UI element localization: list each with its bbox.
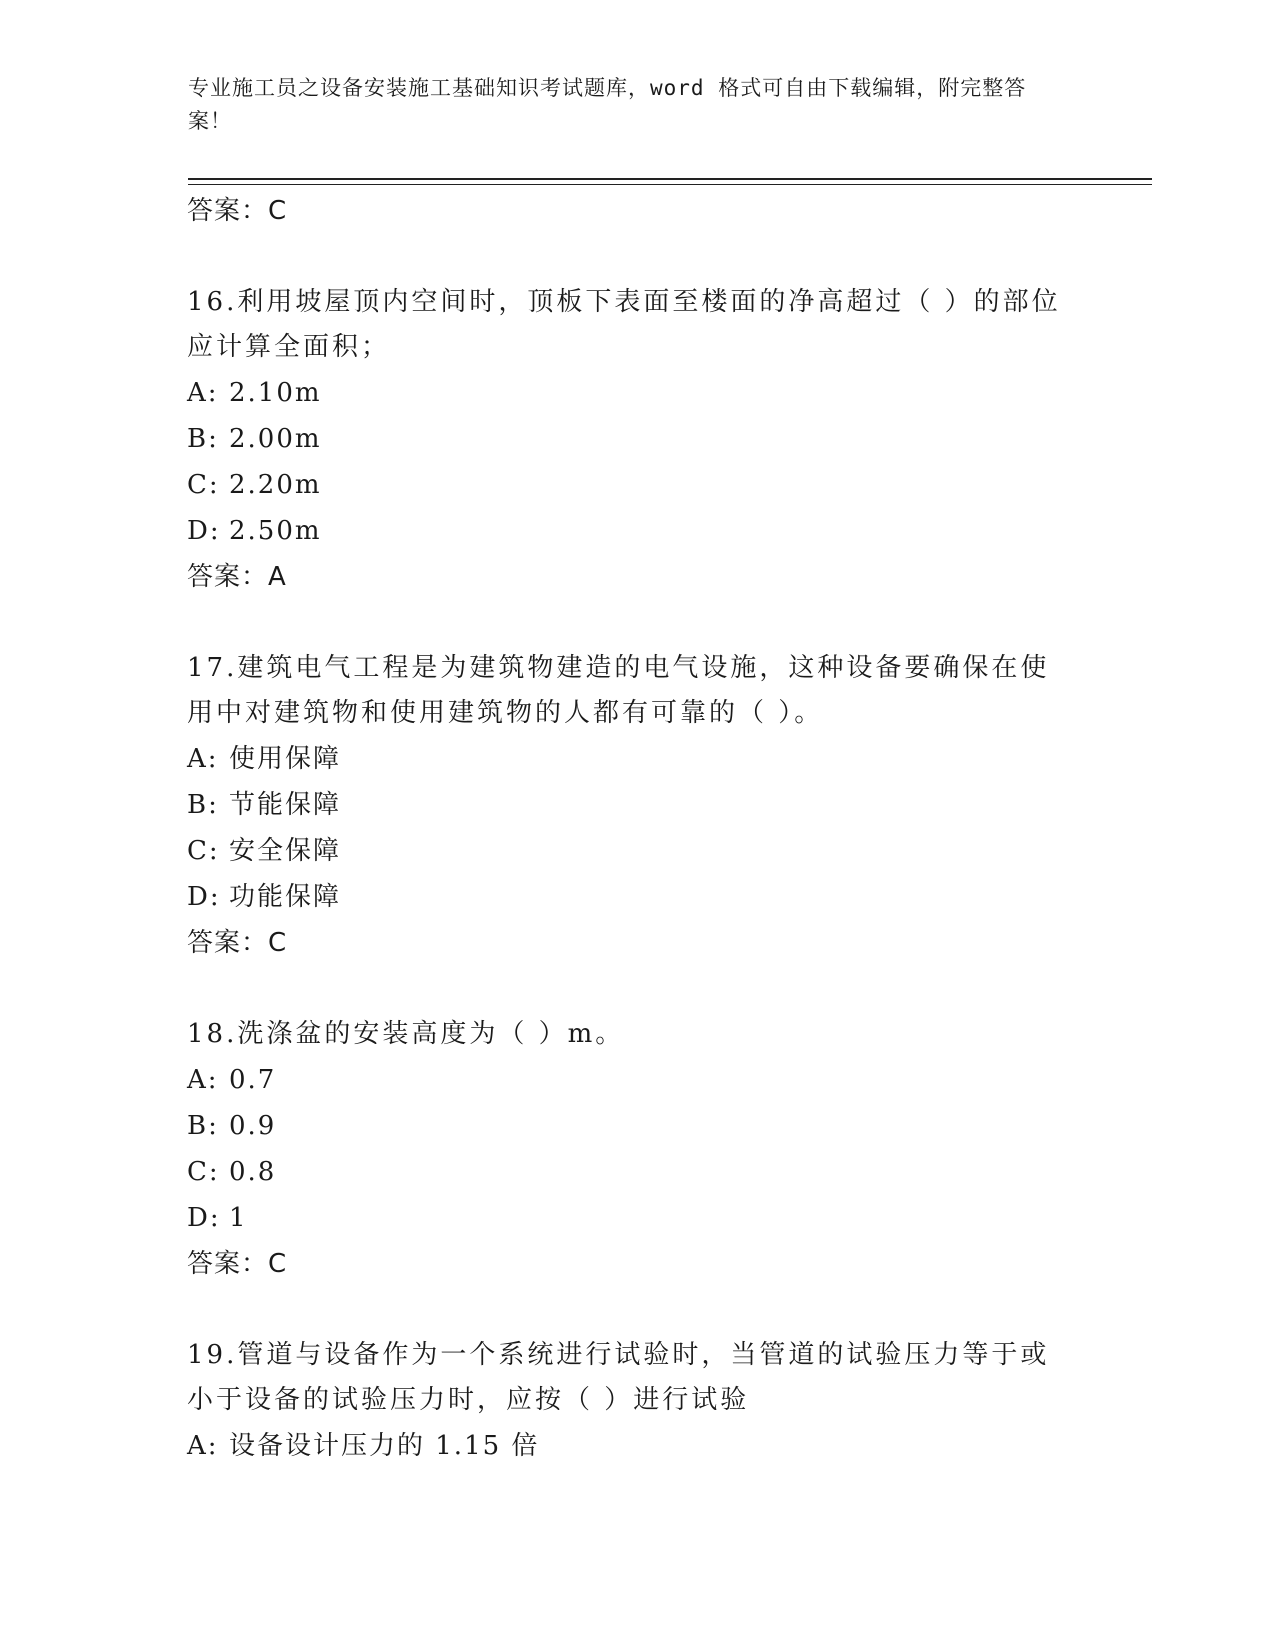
option-a: [187, 1057, 1087, 1103]
option-a: [187, 736, 1087, 782]
question-text: 16.利用坡屋顶内空间时，顶板下表面至楼面的净高超过（ ）的部位应计算全面积；: [187, 287, 1061, 362]
option-label: D:: [187, 882, 221, 912]
question-text: 19.管道与设备作为一个系统进行试验时，当管道的试验压力等于或小于设备的试验压力时，应按（ ）进行试验: [187, 1340, 1050, 1415]
option-label: A:: [187, 1431, 219, 1461]
option-b: [187, 782, 1087, 828]
option-label: B:: [187, 1111, 219, 1141]
option-label: B:: [187, 424, 219, 454]
document-header: 专业施工员之设备安装施工基础知识考试题库，word 格式可自由下载编辑，附完整答案！: [188, 76, 1027, 133]
option-value: 0.8: [229, 1157, 277, 1187]
question-item: [187, 1331, 1087, 1469]
question-item: [187, 644, 1087, 966]
question-text: 17.建筑电气工程是为建筑物建造的电气设施，这种设备要确保在使用中对建筑物和使用建筑物的人都有可靠的（ ）。: [187, 653, 1050, 728]
question-item: [187, 1010, 1087, 1287]
option-d: [187, 1195, 1087, 1241]
option-value: 安全保障: [229, 836, 342, 866]
option-label: B:: [187, 790, 219, 820]
option-a: [187, 370, 1087, 416]
option-b: [187, 1103, 1087, 1149]
option-value: 1: [229, 1203, 248, 1233]
option-b: [187, 416, 1087, 462]
option-value: 2.20m: [229, 470, 322, 500]
option-label: D:: [187, 516, 221, 546]
option-value: 0.9: [229, 1111, 277, 1141]
answer-line: 答案：C: [187, 196, 288, 226]
option-value: 2.50m: [229, 516, 322, 546]
option-label: C:: [187, 470, 220, 500]
option-label: C:: [187, 836, 220, 866]
option-label: A:: [187, 744, 219, 774]
option-c: [187, 828, 1087, 874]
option-value: 节能保障: [229, 790, 342, 820]
option-label: C:: [187, 1157, 220, 1187]
option-value: 设备设计压力的 1.15 倍: [229, 1431, 540, 1461]
header-divider-thin: [188, 184, 1152, 185]
question-item: [187, 278, 1087, 600]
option-value: 0.7: [229, 1065, 277, 1095]
option-label: D:: [187, 1203, 221, 1233]
option-value: 使用保障: [229, 744, 342, 774]
option-c: [187, 1149, 1087, 1195]
option-label: A:: [187, 378, 219, 408]
option-a: [187, 1423, 1087, 1469]
question-text: 18.洗涤盆的安装高度为（ ）m。: [187, 1019, 625, 1049]
option-d: [187, 508, 1087, 554]
option-value: 2.00m: [229, 424, 322, 454]
option-d: [187, 874, 1087, 920]
option-c: [187, 462, 1087, 508]
option-value: 2.10m: [229, 378, 322, 408]
option-label: A:: [187, 1065, 219, 1095]
header-divider-thick: [188, 178, 1152, 180]
option-value: 功能保障: [229, 882, 342, 912]
answer-line: 答案：A: [187, 562, 287, 592]
answer-line: 答案：C: [187, 928, 288, 958]
question-list: [187, 188, 1087, 1469]
answer-line: 答案：C: [187, 1249, 288, 1279]
